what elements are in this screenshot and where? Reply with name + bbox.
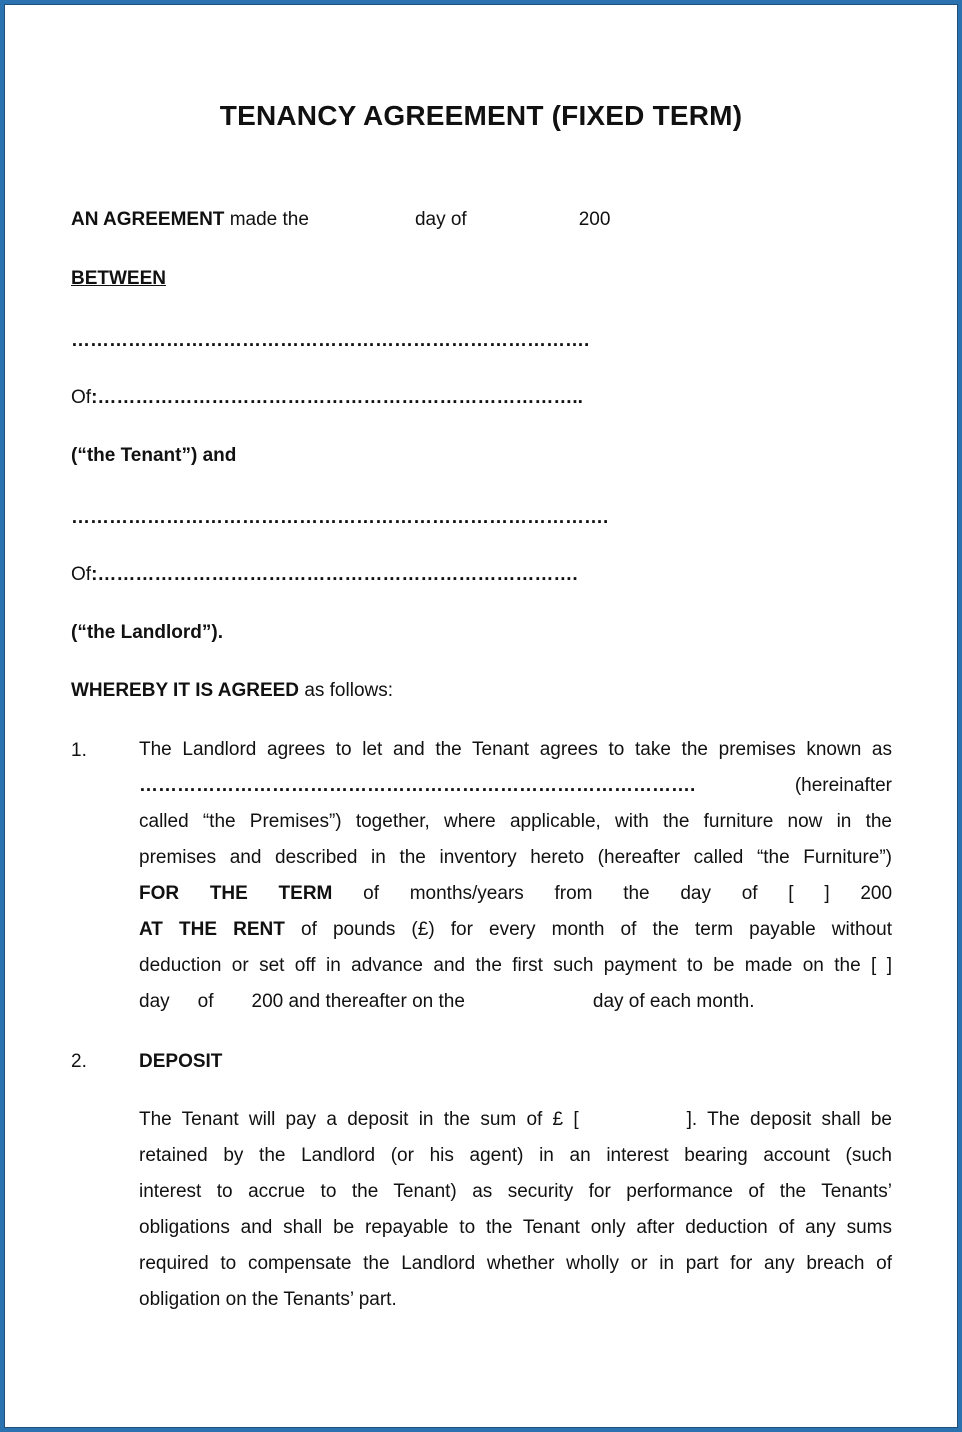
premises-dots: ……………………………………………………………………………. <box>139 775 696 796</box>
agreement-day-of: day of <box>414 209 467 230</box>
whereby-line <box>71 680 393 702</box>
landlord-of-label: Of <box>71 564 92 585</box>
landlord-address-line <box>71 564 578 586</box>
landlord-name-line: …………………………………………………………………………. <box>71 507 609 528</box>
agreement-year: 200 <box>578 209 611 230</box>
agreement-intro-bold: AN AGREEMENT <box>71 209 225 230</box>
agreement-intro-line <box>71 209 610 231</box>
clause-2-line-2: retained by the Landlord (or his agent) in an interest bearing account (such <box>139 1145 892 1166</box>
at-the-rent-bold: AT THE RENT <box>139 919 285 940</box>
term-months-years: months/years from the day of <box>409 883 758 904</box>
between-heading: BETWEEN <box>71 268 166 289</box>
clause-2-line-1 <box>139 1102 892 1138</box>
clause-1-line-3: called “the Premises”) together, where applicable, with the furniture now in the <box>139 811 892 832</box>
clause-1-number: 1. <box>71 740 87 761</box>
rent-thereafter: 200 and thereafter on the <box>251 991 465 1012</box>
tenant-name-line: ………………………………………………………………………. <box>71 330 590 351</box>
clause-2-line-3: interest to accrue to the Tenant) as security for performance of the Tenants’ <box>139 1181 892 1202</box>
clause-1-line-7: deduction or set off in advance and the first such payment to be made on the [ ] <box>139 955 892 976</box>
clause-1-line-8 <box>139 984 892 1020</box>
agreement-made-the: made the <box>229 209 309 230</box>
clause-1-line-1: The Landlord agrees to let and the Tenant agrees to take the premises known as <box>139 739 892 760</box>
clause-1-line-6 <box>139 912 892 948</box>
hereinafter-text: (hereinafter <box>794 775 892 796</box>
clause-2-body <box>139 1102 892 1318</box>
deposit-sum-text: The Tenant will pay a deposit in the sum of £ [ <box>139 1109 579 1130</box>
whereby-bold: WHEREBY IT IS AGREED <box>71 680 300 701</box>
for-the-term-bold: FOR THE TERM <box>139 883 333 904</box>
document-title: TENANCY AGREEMENT (FIXED TERM) <box>219 100 743 131</box>
tenant-address-line <box>71 387 583 409</box>
clause-1-body <box>139 732 892 1020</box>
clause-2-line-6: obligation on the Tenants’ part. <box>139 1289 397 1310</box>
rent-day-of: of <box>197 991 214 1012</box>
whereby-rest: as follows: <box>304 680 394 701</box>
tenant-label: (“the Tenant”) and <box>71 445 237 466</box>
clause-2-number: 2. <box>71 1051 87 1072</box>
deposit-heading: DEPOSIT <box>139 1051 223 1072</box>
clause-1-line-2 <box>139 768 892 804</box>
rent-day: day <box>139 991 170 1012</box>
term-of: of <box>363 883 379 904</box>
clause-2-line-4: obligations and shall be repayable to the Tenant only after deduction of any sums <box>139 1217 892 1238</box>
landlord-label: (“the Landlord”). <box>71 622 223 643</box>
tenant-of-label: Of <box>71 387 92 408</box>
term-close-year: ] 200 <box>824 883 893 904</box>
clause-1-line-4: premises and described in the inventory hereto (hereafter called “the Furniture”) <box>139 847 892 868</box>
rent-pounds-text: pounds (£) for every month of the term payable without <box>332 919 893 940</box>
deposit-shall-be: ]. The deposit shall be <box>686 1109 892 1130</box>
rent-each-month: day of each month. <box>592 991 755 1012</box>
tenant-of-dots: :………………………………………………………………….. <box>91 387 583 408</box>
term-open-bracket: [ <box>788 883 794 904</box>
clause-1-line-5 <box>139 876 892 912</box>
landlord-of-dots: :…………………………………………………………………. <box>91 564 578 585</box>
rent-of: of <box>301 919 317 940</box>
clause-2-line-5: required to compensate the Landlord whether wholly or in part for any breach of <box>139 1253 892 1274</box>
